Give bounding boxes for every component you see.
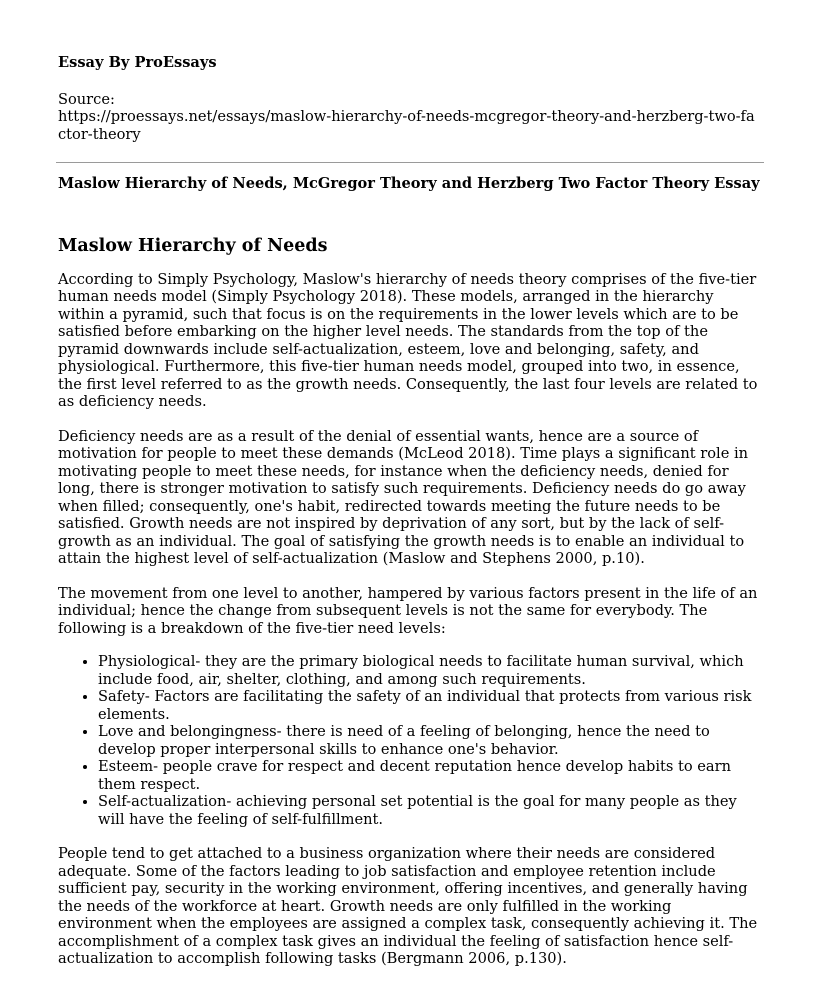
list-item-safety: • Safety- Factors are facilitating the safety of an individual that protects from various risk elements. (98, 688, 762, 723)
paragraph-intro: According to Simply Psychology, Maslow's hierarchy of needs theory comprises of the five-tier human needs model (Simply Psychology 2018). These models, arranged in the hierarchy within a pyramid, such that focus is on the requirements in the lower levels which are to be satisfied before embarking on the higher level needs. The standards from the top of the pyramid downwards include self-actualization, esteem, love and belonging, safety, and physiological. Furthermore, this five-tier human needs model, grouped into two, in essence, the first level referred to as the growth needs. Consequently, the last four levels are related to as deficiency needs. (58, 270, 758, 410)
essay-title: Maslow Hierarchy of Needs, McGregor Theory and Herzberg Two Factor Theory Essay (58, 175, 760, 192)
list-item-love-belonging: • Love and belongingness- there is need of a feeling of belonging, hence the need to develop proper interpersonal skills to enhance one's behavior. (98, 723, 762, 758)
source-url: https://proessays.net/essays/maslow-hierarchy-of-needs-mcgregor-theory-and-herzberg-two-factor-theory (58, 108, 755, 143)
paragraph-movement: The movement from one level to another, hampered by various factors present in the life of an individual; hence the change from subsequent levels is not the same for everybody. The following is a breakdown of the five-tier need levels: (58, 584, 758, 637)
author-line: Essay By ProEssays (58, 54, 217, 71)
paragraph-deficiency-needs: Deficiency needs are as a result of the denial of essential wants, hence are a source of motivation for people to meet these demands (McLeod 2018). Time plays a significant role in motivating people to meet these needs, for instance when the deficiency needs, denied for long, there is stronger motivation to satisfy such requirements. Deficiency needs do go away when filled; consequently, one's habit, redirected towards meeting the future needs to be satisfied. Growth needs are not inspired by deprivation of any sort, but by the lack of self-growth as an individual. The goal of satisfying the growth needs is to enable an individual to attain the highest level of self-actualization (Maslow and Stephens 2000, p.10). (58, 427, 749, 567)
list-item-esteem: • Esteem- people crave for respect and decent reputation hence develop habits to earn them respect. (98, 758, 762, 793)
section-heading: Maslow Hierarchy of Needs (58, 235, 328, 256)
paragraph-closing: People tend to get attached to a business organization where their needs are considered adequate. Some of the factors leading to job satisfaction and employee retention include sufficient pay, security in the working environment, offering incentives, and generally having the needs of the workforce at heart. Growth needs are only fulfilled in the working environment when the employees are assigned a complex task, consequently achieving it. The accomplishment of a complex task gives an individual the feeling of satisfaction hence self-actualization to accomplish following tasks (Bergmann 2006, p.130). (58, 845, 758, 967)
list-item-physiological: • Physiological- they are the primary biological needs to facilitate human survival, which include food, air, shelter, clothing, and among such requirements. (98, 653, 762, 688)
list-item-self-actualization: • Self-actualization- achieving personal set potential is the goal for many people as they will have the feeling of self-fulfillment. (98, 793, 762, 828)
need-levels-list (58, 653, 762, 828)
source-label: Source: (58, 90, 115, 108)
header-divider (56, 162, 764, 163)
